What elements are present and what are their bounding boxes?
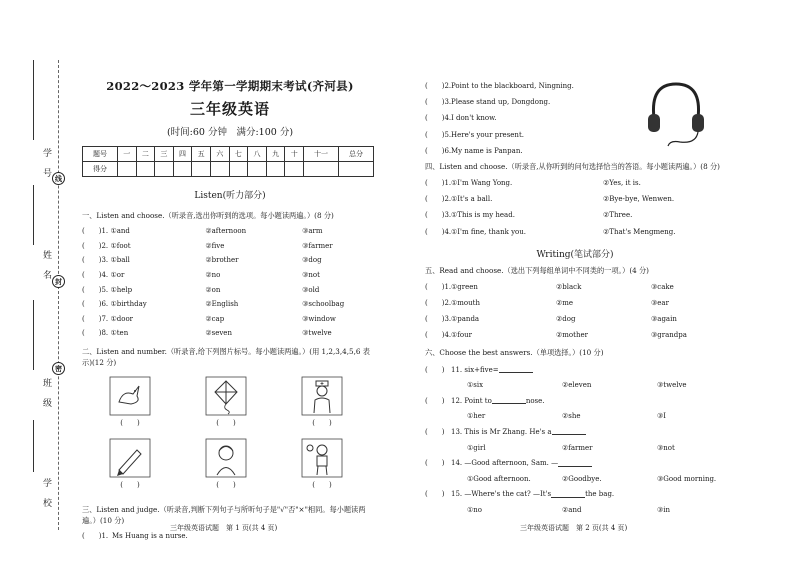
option-b: ②eleven: [562, 381, 592, 390]
score-header-cell: 一: [117, 147, 136, 162]
question-text-end: nose.: [525, 396, 545, 405]
answer-paren[interactable]: ( )5.: [425, 130, 452, 139]
list-item: [425, 78, 725, 94]
section1-instruction: 一、Listen and choose.（听录音,选出你听到的选项。每小题读两遍。）(8 分): [82, 211, 334, 220]
list-item: [82, 297, 378, 312]
option-c: ③dog: [302, 256, 322, 265]
score-cell[interactable]: [173, 162, 192, 177]
picture-kite: [178, 376, 274, 438]
exam-time-info: (时间:60 分钟 满分:100 分): [166, 127, 294, 138]
picture-girl: [178, 438, 274, 500]
list-item: [425, 143, 725, 159]
question-text: 13. This is Mr Zhang. He's a: [451, 427, 552, 436]
option-a: ①I'm fine, thank you.: [451, 227, 526, 236]
seal-line: 线: [52, 172, 65, 185]
student-number-line: [33, 60, 34, 140]
list-item: [82, 268, 378, 283]
number-blank[interactable]: ( ): [216, 418, 236, 427]
option-a: ①Good afternoon.: [467, 474, 531, 483]
answer-paren[interactable]: ( )1.: [425, 282, 452, 291]
question-text: 14. —Good afternoon, Sam. —: [451, 459, 559, 468]
score-table-header-row: [83, 147, 374, 162]
question-row: [425, 424, 725, 440]
question-text: Please stand up, Dongdong.: [451, 98, 551, 107]
option-b: ②That's Mengmeng.: [603, 227, 676, 236]
option-a: ①four: [451, 331, 472, 340]
answer-paren[interactable]: ( )4.: [425, 331, 452, 340]
option-b: ②seven: [205, 329, 232, 338]
list-item: [82, 253, 378, 268]
option-a: ①green: [451, 282, 478, 291]
option-b: ②dog: [556, 315, 576, 324]
answer-paren[interactable]: ( )1.: [82, 532, 109, 541]
section4-instruction: 四、Listen and choose.（听录音,从你听到的问句选择恰当的答语。每小题读两遍。）(8 分): [425, 161, 720, 171]
answer-paren[interactable]: ( )3.: [425, 315, 452, 324]
seal-secret: 密: [52, 362, 65, 375]
option-c: ③Good morning.: [657, 474, 717, 483]
writing-part-heading: Writing(笔试部分): [536, 249, 614, 260]
question-text: I don't know.: [451, 114, 497, 123]
option-b: ②afternoon: [205, 227, 247, 236]
score-header-cell: 十一: [304, 147, 339, 162]
score-cell[interactable]: [338, 162, 373, 177]
name-line: [33, 185, 34, 245]
option-a: ①foot: [110, 241, 131, 250]
option-c: ③ear: [651, 298, 669, 307]
answer-paren[interactable]: ( )2.: [425, 82, 452, 91]
option-a: ①door: [110, 314, 133, 323]
question-row: [425, 361, 725, 377]
option-a: ①girl: [467, 443, 486, 452]
question-text-end: the bag.: [585, 490, 615, 499]
option-c: ③I: [657, 412, 667, 421]
section3-instruction: 三、Listen and judge.（听录音,判断下列句子与所听句子是"√"否"×"相同。每小题读两遍。）(10 分): [82, 504, 366, 525]
option-b: ②Goodbye.: [562, 474, 602, 483]
option-b: ②she: [562, 412, 581, 421]
girl-icon: [205, 438, 247, 478]
option-b: ②English: [205, 300, 239, 309]
option-a: ①ten: [110, 329, 129, 338]
list-item: [425, 110, 725, 126]
number-blank[interactable]: ( ): [312, 480, 332, 489]
listening-part-heading: Listen(听力部分): [194, 191, 266, 201]
score-header-cell: 七: [229, 147, 248, 162]
list-item: [425, 311, 725, 327]
option-c: ③not: [657, 443, 675, 452]
label-school: 学 校: [41, 478, 51, 511]
number-blank[interactable]: ( ): [120, 418, 140, 427]
list-item: [425, 94, 725, 110]
bird-icon: [109, 376, 151, 416]
answer-paren[interactable]: ( )2.: [82, 241, 109, 250]
option-row: [425, 409, 725, 424]
footer-page-1: 三年级英语试题 第 1 页(共 4 页): [170, 524, 278, 532]
answer-paren[interactable]: ( ): [425, 459, 445, 468]
option-c: ③cake: [651, 282, 674, 291]
label-name: 姓 名: [41, 250, 51, 283]
answer-paren[interactable]: ( )2.: [425, 298, 452, 307]
footer-page-2: 三年级英语试题 第 2 页(共 4 页): [520, 524, 628, 532]
score-header-cell: 题号: [83, 147, 118, 162]
list-item: [82, 282, 378, 297]
option-c: ③window: [302, 314, 336, 323]
score-header-cell: 十: [285, 147, 304, 162]
section1-rows: [82, 224, 378, 341]
option-a: ①no: [467, 505, 482, 514]
option-a: ①panda: [451, 315, 480, 324]
option-a: ①six: [467, 381, 484, 390]
label-class: 班 级: [41, 378, 51, 411]
option-b: ②black: [556, 282, 582, 291]
answer-paren[interactable]: ( )5.: [82, 285, 109, 294]
option-b: ②five: [205, 241, 225, 250]
option-a: ①help: [110, 285, 133, 294]
answer-paren[interactable]: ( )2.: [425, 195, 452, 204]
boy-icon: [301, 438, 343, 478]
answer-paren[interactable]: ( )3.: [425, 98, 452, 107]
picture-bird: [82, 376, 178, 438]
option-c: ③twelve: [302, 329, 332, 338]
score-header-cell: 总分: [338, 147, 373, 162]
answer-paren[interactable]: ( )7.: [82, 314, 109, 323]
option-b: ②on: [205, 285, 221, 294]
nurse-icon: [301, 376, 343, 416]
question-row: [425, 486, 725, 502]
option-b: ②Three.: [603, 211, 633, 220]
exam-subject: 三年级英语: [189, 100, 270, 118]
seal-seal: 封: [52, 275, 65, 288]
question-row: [425, 455, 725, 471]
option-c: ③arm: [302, 227, 323, 236]
number-blank[interactable]: ( ): [216, 480, 236, 489]
answer-paren[interactable]: ( ): [425, 490, 445, 499]
list-item: [425, 207, 725, 223]
question-text: Ms Huang is a nurse.: [112, 532, 188, 541]
option-b: ②farmer: [562, 443, 593, 452]
question-text: 15. —Where's the cat? —It's: [451, 490, 552, 499]
question-text: Here's your present.: [451, 130, 524, 139]
score-cell[interactable]: [136, 162, 155, 177]
answer-paren[interactable]: ( )4.: [425, 227, 452, 236]
option-a: ①or: [110, 271, 125, 280]
score-cell[interactable]: [155, 162, 174, 177]
option-b: ②and: [562, 505, 582, 514]
list-item: [425, 295, 725, 311]
option-b: ②no: [205, 271, 221, 280]
option-a: ①and: [110, 227, 130, 236]
left-page: [82, 78, 378, 543]
option-a: ①her: [467, 412, 486, 421]
option-c: ③grandpa: [651, 331, 687, 340]
exam-title: 2022～2023 学年第一学期期末考试(齐河县): [106, 79, 354, 93]
option-c: ③in: [657, 505, 671, 514]
question-text: 12. Point to: [451, 396, 492, 405]
score-cell[interactable]: [229, 162, 248, 177]
picture-pen: [82, 438, 178, 500]
list-item: [82, 326, 378, 341]
option-c: ③old: [302, 285, 320, 294]
fill-blank[interactable]: [499, 366, 533, 373]
option-a: ①mouth: [451, 298, 480, 307]
right-page: [425, 78, 725, 517]
pen-icon: [109, 438, 151, 478]
section5-instruction: 五、Read and choose.（选出下列每组单词中不同类的一项。）(4 分): [425, 265, 649, 275]
fill-blank[interactable]: [551, 491, 585, 498]
number-blank[interactable]: ( ): [312, 418, 332, 427]
option-a: ①I'm Wang Yong.: [451, 179, 513, 188]
score-cell[interactable]: [285, 162, 304, 177]
answer-paren[interactable]: ( )6.: [425, 146, 452, 155]
answer-paren[interactable]: ( ): [425, 396, 445, 405]
fold-line: [58, 60, 59, 530]
fill-blank[interactable]: [558, 460, 592, 467]
answer-paren[interactable]: ( ): [425, 365, 445, 374]
score-cell[interactable]: [248, 162, 267, 177]
score-row-label: 得分: [83, 162, 118, 177]
score-header-cell: 四: [173, 147, 192, 162]
score-header-cell: 九: [266, 147, 285, 162]
question-text: My name is Panpan.: [451, 146, 523, 155]
option-row: [425, 471, 725, 486]
list-item: [82, 239, 378, 254]
option-row: [425, 378, 725, 393]
answer-paren[interactable]: ( )8.: [82, 329, 109, 338]
list-item: [82, 312, 378, 327]
section6-instruction: 六、Choose the best answers.（单项选择。）(10 分): [425, 348, 604, 358]
answer-paren[interactable]: ( )4.: [425, 114, 452, 123]
section2-instruction: 二、Listen and number.（听录音,给下列图片标号。每小题读两遍。）(用 1,2,3,4,5,6 表示)(12 分): [82, 346, 370, 367]
picture-nurse: [274, 376, 370, 438]
number-blank[interactable]: ( ): [120, 480, 140, 489]
option-b: ②brother: [205, 256, 239, 265]
fill-blank[interactable]: [552, 428, 586, 435]
label-student-number: 学 号: [41, 148, 51, 181]
picture-boy: [274, 438, 370, 500]
option-c: ③schoolbag: [302, 300, 345, 309]
list-item: [425, 279, 725, 295]
option-b: ②me: [556, 298, 574, 307]
score-cell[interactable]: [266, 162, 285, 177]
answer-paren[interactable]: ( ): [425, 427, 445, 436]
fill-blank[interactable]: [492, 397, 526, 404]
score-cell[interactable]: [304, 162, 339, 177]
score-header-cell: 五: [192, 147, 211, 162]
score-header-cell: 三: [155, 147, 174, 162]
option-c: ③not: [302, 271, 320, 280]
score-header-cell: 八: [248, 147, 267, 162]
option-b: ②Bye-bye, Wenwen.: [603, 195, 675, 204]
list-item: [425, 327, 725, 343]
option-b: ②Yes, it is.: [603, 179, 641, 188]
list-item: [425, 191, 725, 207]
answer-paren[interactable]: ( )1.: [82, 227, 109, 236]
class-line: [33, 300, 34, 370]
score-cell[interactable]: [192, 162, 211, 177]
option-c: ③again: [651, 315, 677, 324]
score-header-cell: 二: [136, 147, 155, 162]
option-a: ①It's a ball.: [451, 195, 493, 204]
list-item: [82, 224, 378, 239]
list-item: [425, 127, 725, 143]
score-header-cell: 六: [210, 147, 229, 162]
option-a: ①birthday: [110, 300, 147, 309]
answer-paren[interactable]: ( )6.: [82, 300, 109, 309]
question-text: Point to the blackboard, Ningning.: [451, 82, 574, 91]
list-item: [425, 224, 725, 240]
answer-paren[interactable]: ( )3.: [82, 256, 109, 265]
answer-paren[interactable]: ( )4.: [82, 271, 109, 280]
section3-continued: [425, 78, 725, 159]
option-c: ③farmer: [302, 241, 333, 250]
school-line: [33, 420, 34, 472]
answer-paren[interactable]: ( )1.: [425, 179, 452, 188]
score-table: [82, 146, 374, 177]
option-c: ③twelve: [657, 381, 687, 390]
option-b: ②mother: [556, 331, 588, 340]
option-b: ②cap: [205, 314, 225, 323]
list-item: [425, 175, 725, 191]
picture-grid: [82, 376, 372, 500]
question-row: [425, 393, 725, 409]
option-row: [425, 440, 725, 455]
option-row: [425, 502, 725, 517]
score-cell[interactable]: [210, 162, 229, 177]
score-table-score-row: [83, 162, 374, 177]
score-cell[interactable]: [117, 162, 136, 177]
question-text: 11. six+five=: [451, 365, 499, 374]
answer-paren[interactable]: ( )3.: [425, 211, 452, 220]
binding-strip: [0, 60, 76, 530]
option-a: ①This is my head.: [451, 211, 515, 220]
kite-icon: [205, 376, 247, 416]
option-a: ①ball: [110, 256, 130, 265]
